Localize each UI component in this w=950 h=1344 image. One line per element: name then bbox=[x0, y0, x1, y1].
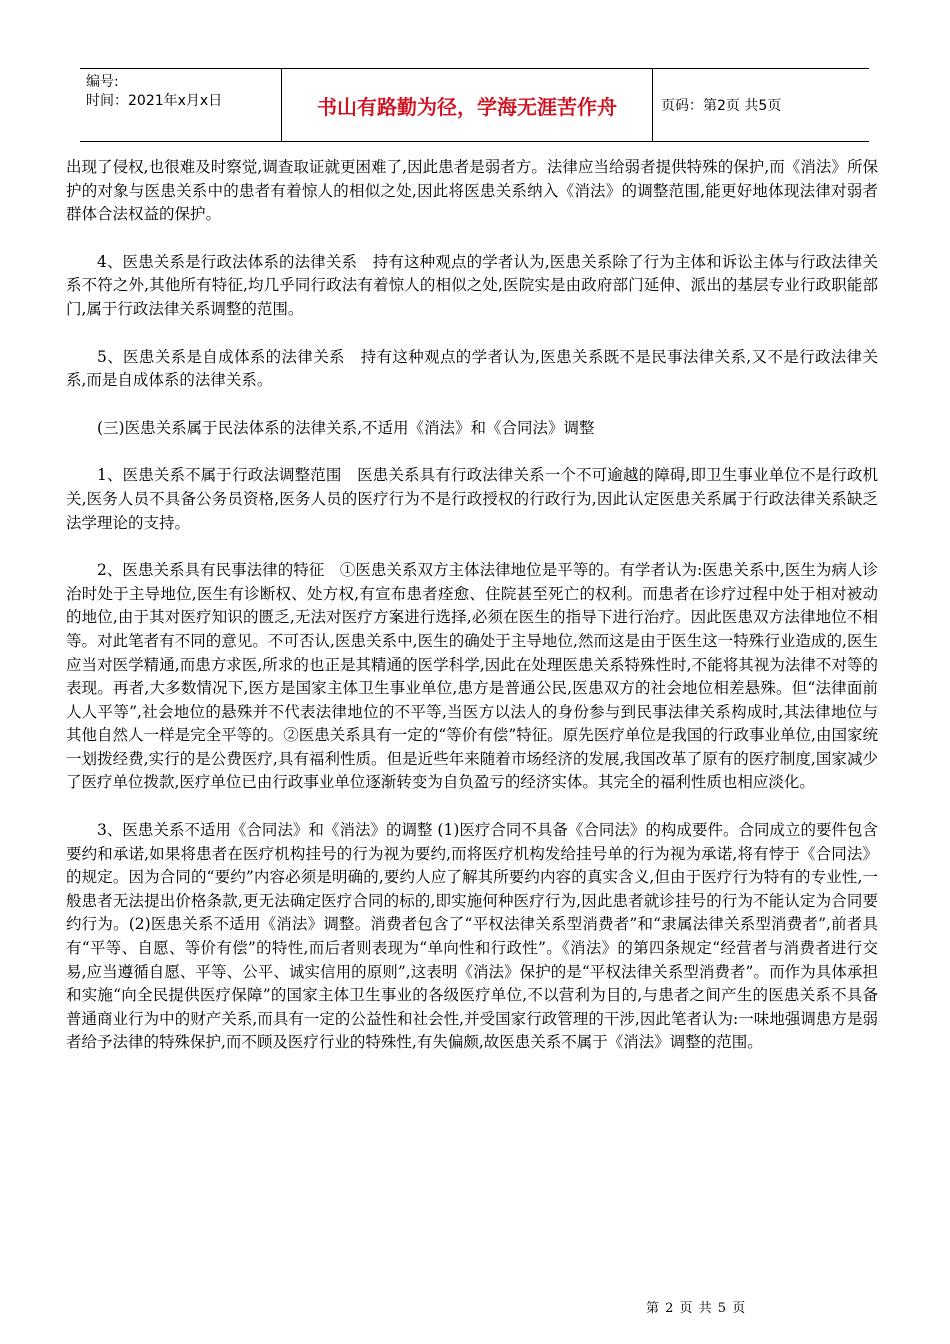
body-paragraph: 3、医患关系不适用《合同法》和《消法》的调整 (1)医疗合同不具备《合同法》的构成要件。合同成立的要件包含要约和承诺,如果将患者在医疗机构挂号的行为视为要约,而将医疗机构发给挂号单的行为视为承诺,将有悖于《合同法》的规定。因为合同的“要约”内容必须是明确的,要约人应了解其所要约内容的真实含义,但由于医疗行为特有的专业性,一般患者无法提出价格条款,更无法确定医疗合同的标的,即实施何种医疗行为,因此患者就诊挂号的行为不能认定为合同要约行为。(2)医患关系不适用《消法》调整。消费者包含了“平权法律关系型消费者”和“隶属法律关系型消费者”,前者具有“平等、自愿、等价有偿”的特性,而后者则表现为“单向性和行政性”。《消法》的第四条规定“经营者与消费者进行交易,应当遵循自愿、平等、公平、诚实信用的原则”,这表明《消法》保护的是“平权法律关系型消费者”。而作为具体承担和实施“向全民提供医疗保障”的国家主体卫生事业的各级医疗单位,不以营利为目的,与患者之间产生的医患关系不具备普通商业行为中的财产关系,而具有一定的公益性和社会性,并受国家行政管理的干涉,因此笔者认为:一味地强调患方是弱者给予法律的特殊保护,而不顾及医疗行业的特殊性,有失偏颇,故医患关系不属于《消法》调整的范围。 bbox=[66, 821, 878, 1052]
header-meta bbox=[80, 69, 282, 141]
document-body bbox=[66, 156, 878, 1079]
body-paragraph: 2、医患关系具有民事法律的特征 ①医患关系双方主体法律地位是平等的。有学者认为:医患关系中,医生为病人诊治时处于主导地位,医生有诊断权、处方权,有宣布患者痊愈、住院甚至死亡的权利。而患者在诊疗过程中处于相对被动的地位,由于其对医疗知识的匮乏,无法对医疗方案进行选择,必须在医生的指导下进行治疗。因此医患双方法律地位不相等。对此笔者有不同的意见。不可否认,医患关系中,医生的确处于主导地位,然而这是由于医生这一特殊行业造成的,医生应当对医学精通,而患方求医,所求的也正是其精通的医学科学,因此在处理医患关系特殊性时,不能将其视为法律不对等的表现。再者,大多数情况下,医方是国家主体卫生事业单位,患方是普通公民,医患双方的社会地位相差悬殊。但“法律面前人人平等”,社会地位的悬殊并不代表法律地位的不平等,当医方以法人的身份参与到民事法律关系构成时,其法律地位与其他自然人一样是完全平等的。②医患关系具有一定的“等价有偿”特征。原先医疗单位是我国的行政事业单位,由国家统一划拨经费,实行的是公费医疗,具有福利性质。但是近些年来随着市场经济的发展,我国改革了原有的医疗制度,国家减少了医疗单位拨款,医疗单位已由行政事业单位逐渐转变为自负盈亏的经济实体。其完全的福利性质也相应淡化。 bbox=[66, 561, 878, 792]
header-page-label: 页码：第2页 共5页 bbox=[661, 98, 782, 114]
document-header bbox=[80, 68, 869, 142]
body-paragraph: 5、医患关系是自成体系的法律关系 持有这种观点的学者认为,医患关系既不是民事法律关系,又不是行政法律关系,而是自成体系的法律关系。 bbox=[66, 347, 878, 390]
body-paragraph: 1、医患关系不属于行政法调整范围 医患关系具有行政法律关系一个不可逾越的障碍,即卫生事业单位不是行政机关,医务人员不具备公务员资格,医务人员的医疗行为不是行政授权的行政行为,因此认定医患关系属于行政法律关系缺乏法学理论的支持。 bbox=[66, 466, 878, 532]
body-paragraph: 出现了侵权,也很难及时察觉,调查取证就更困难了,因此患者是弱者方。法律应当给弱者提供特殊的保护,而《消法》所保护的对象与医患关系中的患者有着惊人的相似之处,因此将医患关系纳入《消法》的调整范围,能更好地体现法律对弱者群体合法权益的保护。 bbox=[66, 158, 878, 224]
document-number-label: 编号: bbox=[86, 74, 119, 90]
document-time-label: 时间：2021年x月x日 bbox=[86, 93, 223, 109]
body-paragraph: 4、医患关系是行政法体系的法律关系 持有这种观点的学者认为,医患关系除了行为主体和诉讼主体与行政法律关系不符之外,其他所有特征,均几乎同行政法有着惊人的相似之处,医院实是由政府部门延伸、派出的基层专业行政职能部门,属于行政法律关系调整的范围。 bbox=[66, 252, 878, 318]
page-footer: 第 2 页 共 5 页 bbox=[646, 1301, 747, 1316]
header-motto: 书山有路勤为径，学海无涯苦作舟 bbox=[282, 69, 653, 141]
section-heading: (三)医患关系属于民法体系的法律关系,不适用《消法》和《合同法》调整 bbox=[97, 418, 595, 437]
